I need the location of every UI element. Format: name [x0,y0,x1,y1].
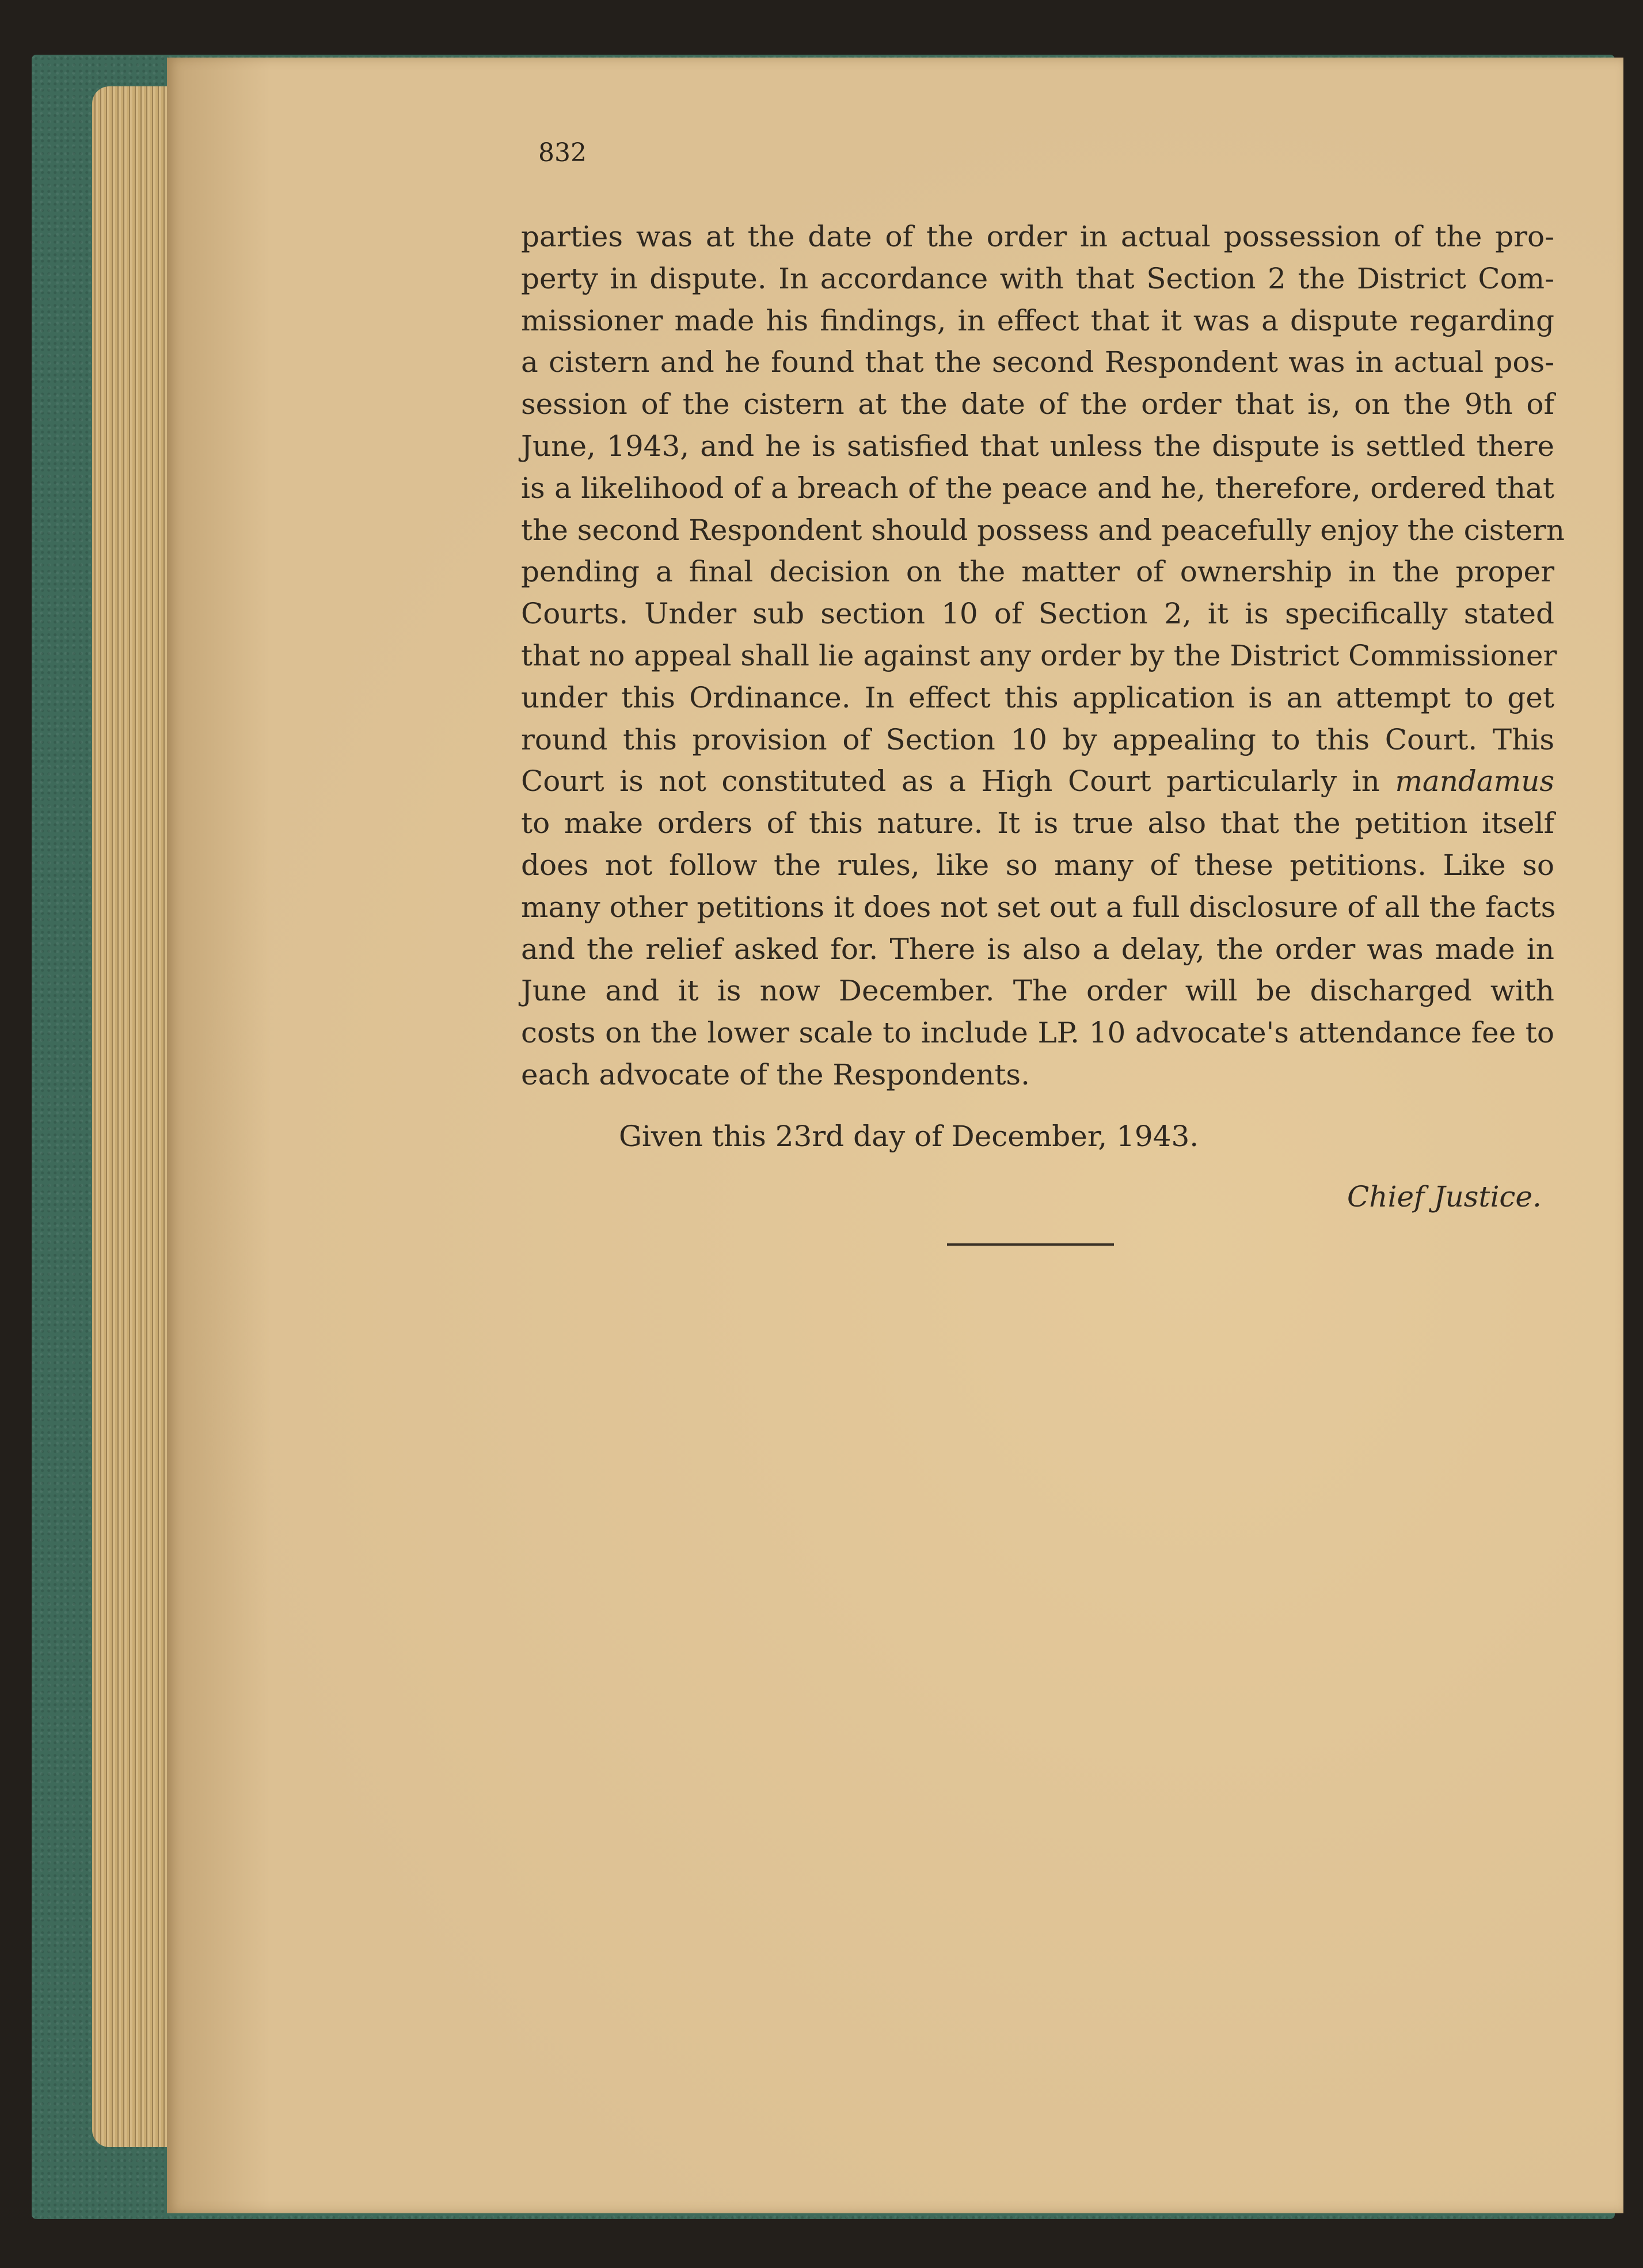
text-line: and the relief asked for. There is also a delay, the order was made in [521,932,1554,966]
text-line: June, 1943, and he is satisfied that unless the dispute is settled there [521,429,1554,463]
text-line: many other petitions it does not set out a full disclosure of all the facts [521,890,1556,924]
text-line: perty in dispute. In accordance with that Section 2 the District Com- [521,261,1554,295]
text-line: parties was at the date of the order in actual possession of the pro- [521,220,1554,253]
text-line: that no appeal shall lie against any order by the District Commissioner [521,638,1557,672]
text-line: under this Ordinance. In effect this application is an attempt to get [521,680,1554,714]
text-line-with-italic [521,760,1554,802]
text-line: a cistern and he found that the second Respondent was in actual pos- [521,345,1554,379]
signature: Chief Justice. [1347,1180,1542,1213]
text-line: costs on the lower scale to include LP. 10 advocate's attendance fee to [521,1016,1554,1050]
page-number: 832 [538,138,587,168]
text-line: to make orders of this nature. It is true also that the petition itself [521,806,1554,840]
judgment-paragraph [521,216,1565,1096]
text-line: June and it is now December. The order will be discharged with [521,974,1554,1008]
text-line: round this provision of Section 10 by appealing to this Court. This [521,722,1554,756]
text-line: does not follow the rules, like so many of these petitions. Like so [521,848,1554,882]
end-rule [947,1243,1114,1246]
date-line: Given this 23rd day of December, 1943. [619,1120,1199,1153]
text-segment: Court is not constituted as a High Court particularly in [521,764,1380,798]
italic-term: mandamus [1395,764,1554,798]
text-line: each advocate of the Respondents. [521,1057,1030,1091]
text-line: the second Respondent should possess and peacefully enjoy the cistern [521,513,1565,547]
text-line: is a likelihood of a breach of the peace and he, therefore, ordered that [521,471,1554,505]
text-line: Courts. Under sub section 10 of Section 2, it is specifically stated [521,597,1554,631]
text-line: pending a final decision on the matter of ownership in the proper [521,555,1554,589]
text-line: session of the cistern at the date of the order that is, on the 9th of [521,387,1554,421]
text-line: missioner made his findings, in effect that it was a dispute regarding [521,303,1554,337]
